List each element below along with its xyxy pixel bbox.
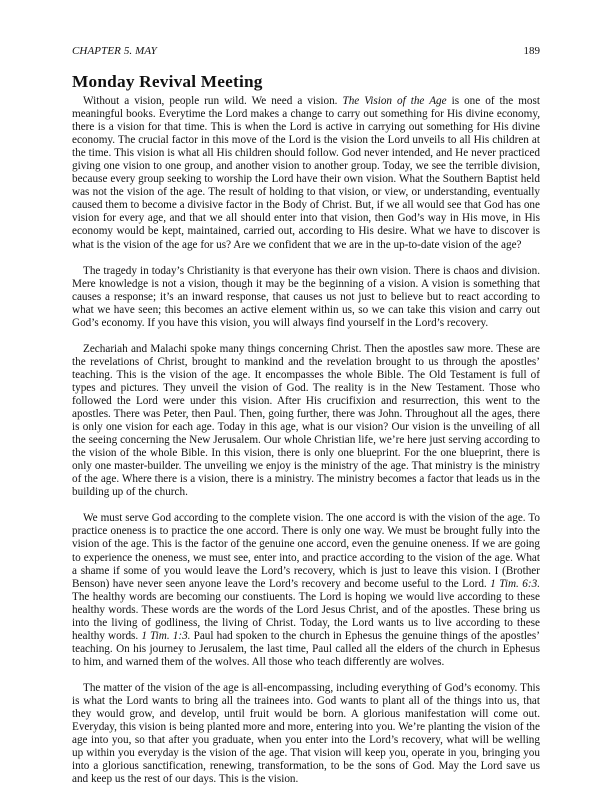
paragraph-4-text-a: We must serve God according to the complete vision. The one accord is with the vision of the age. To practice oneness is to practice the one accord. There is only one way. We must be brought fully into the vision of the age. This is the factor of the genuine one accord, even the genuine oneness. If we are going to experience the oneness, we must see, enter into, and practice according to the vision of the age. What a shame if some of you would leave the Lord’s recovery, which is just to leave this vision. I (Brother Benson) have never seen anyone leave the Lord’s recovery and become useful to the Lord.: [72, 512, 540, 590]
paragraph-4-text-c: Paul had spoken to the church in Ephesus the genuine things of the apostles’ teaching. On his journey to Jerusalem, the last time, Paul called all the elders of the church in Ephesus to him, and warned them of the wolves. All those who teach differently are wolves.: [72, 629, 540, 668]
paragraph-1-text-b: is one of the most meaningful books. Everytime the Lord makes a change to carry out something for His divine economy, there is a vision for that time. This is when the Lord is active in carrying out something for His divine economy. The crucial factor in this move of the Lord is the vision the Lord unveils to all His children at the time. This vision is what all His children should follow. God never intended, and He never practiced giving one vision to one group, and another vision to another group. Today, we see the terrible division, because every group seeking to worship the Lord have their own vision. What the Southern Baptist held was not the vision of the age. The result of holding to that vision, or view, or understanding, eventually caused them to become a divisive factor in the Body of Christ. But, if we all would see that God has one vision for every age, and that we all should enter into that vision, then God’s way in His move, in His economy would be kept, maintained, carried out, according to His desire. What we have to discover is what is the vision of the age for us? Are we confident that we are in the up-to-date vision of the age?: [72, 95, 540, 251]
paragraph-5: The matter of the vision of the age is all-encompassing, including everything of God’s economy. This is what the Lord wants to bring all the trainees into. God wants to plant all of the things into us, that they would grow, and develop, until fruit would be born. A glorious manifestation will come out. Everyday, this vision is being planted more and more, entering into you. We’re planting the vision of the age into you, so that after you graduate, when you enter into the Lord’s recovery, what will be welling up within you everyday is the vision of the age. That vision will keep you, operate in you, bringing you into a glorious sanctification, renewing, transformation, to be the sons of God. May the Lord save us and keep us the rest of our days. This is the vision.: [72, 681, 540, 786]
paragraph-2: The tragedy in today’s Christianity is that everyone has their own vision. There is chaos and division. Mere knowledge is not a vision, though it may be the beginning of a vision. A vision is something that causes a response; it’s an inward response, that causes us not just to believe but to react according to what we have seen; this becomes an active element within us, so we can take this vision and carry out God’s economy. If you have this vision, you will always find yourself in the Lord’s recovery.: [72, 264, 540, 329]
scripture-reference-1: 1 Tim. 6:3.: [490, 577, 540, 590]
paragraph-4-text-b: The healthy words are becoming our constiuents. The Lord is hoping we would live according to these healthy words. These words are the words of the Lord Jesus Christ, and of the apostles. These bring us into the living of godliness, the living of Christ. Today, the Lord wants us to live according to these healthy words.: [72, 590, 540, 642]
paragraph-4: [72, 512, 540, 669]
running-header: [72, 44, 540, 58]
chapter-heading: CHAPTER 5. MAY: [72, 45, 157, 57]
scripture-reference-2: 1 Tim. 1:3.: [141, 629, 191, 642]
book-title-emphasis: The Vision of the Age: [342, 95, 447, 107]
paragraph-3: Zechariah and Malachi spoke many things concerning Christ. Then the apostles saw more. These are the revelations of Christ, brought to mankind and the revelation brought to us through the apostles’ teaching. This is the vision of the age. It encompasses the whole Bible. The Old Testament is full of types and pictures. They unveil the vision of God. The reality is in the New Testament. Those who followed the Lord were under this vision. After His crucifixion and resurrection, this went to the apostles. There was Peter, then Paul. Then, going further, there was John. Throughout all the ages, there is only one vision for each age. Today in this age, what is our vision? Our vision is the unveiling of all the seeing concerning the New Jerusalem. Our whole Christian life, we’re here just serving according to the vision of the whole Bible. In this vision, there is only one blueprint. For the one blueprint, there is only one master-builder. The unveiling we enjoy is the ministry of the age. That ministry is the ministry of the age. Where there is a vision, there is a ministry. The ministry becomes a factor that leads us in the building up of the church.: [72, 342, 540, 499]
section-title: Monday Revival Meeting: [72, 72, 263, 91]
page-number: 189: [523, 45, 540, 57]
paragraph-1-text-a: Without a vision, people run wild. We need a vision.: [83, 95, 343, 107]
body-text: [72, 95, 540, 799]
paragraph-1: [72, 95, 540, 252]
